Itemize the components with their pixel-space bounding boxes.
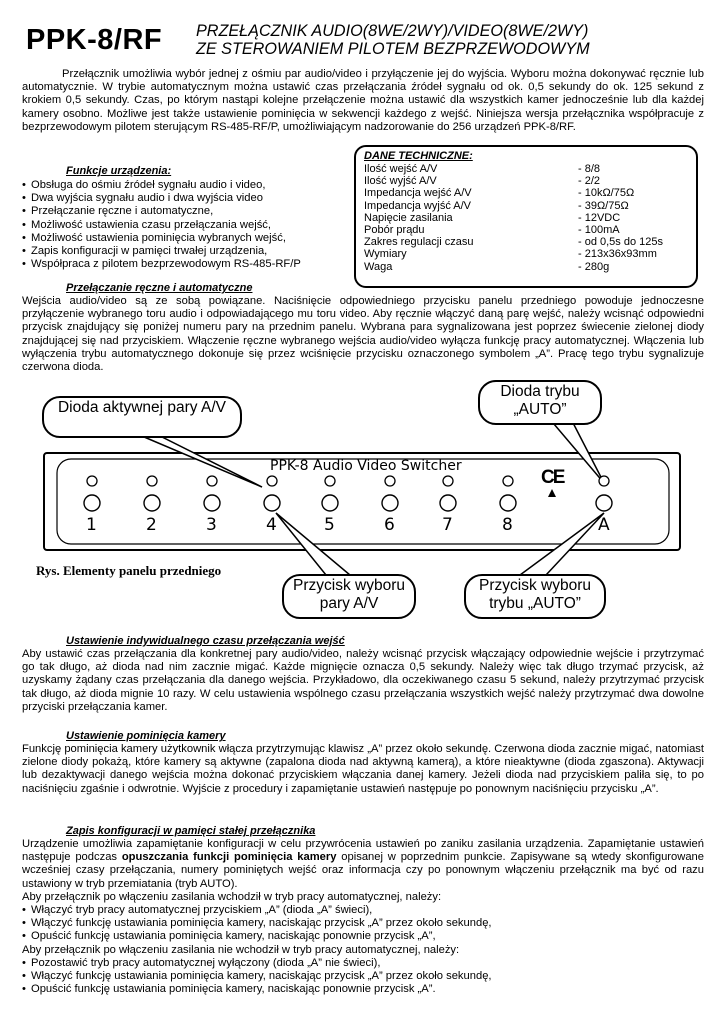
tech-value: - 8/8 bbox=[578, 163, 601, 175]
tech-label: Pobór prądu bbox=[364, 224, 425, 237]
pair-number-3: 3 bbox=[206, 515, 217, 535]
tech-row bbox=[364, 163, 663, 175]
tech-value: - 10kΩ/75Ω bbox=[578, 187, 635, 200]
tech-data-box bbox=[354, 145, 698, 288]
callout-pair-button bbox=[282, 574, 416, 619]
skip-camera-heading: Ustawienie pominięcia kamery bbox=[66, 730, 226, 742]
auto-steps-intro: Aby przełącznik po włączeniu zasilania wchodził w tryb pracy automatycznej, należy: bbox=[22, 891, 442, 903]
function-item: • Zapis konfiguracji w pamięci trwałej urządzenia, bbox=[22, 245, 301, 258]
save-config-paragraph bbox=[22, 838, 704, 891]
tech-label: Ilość wyjść A/V bbox=[364, 175, 437, 188]
tech-row bbox=[364, 200, 663, 212]
intro-paragraph: Przełącznik umożliwia wybór jednej z ośmiu par audio/video i przyłączenie jej do wyjścia. Wyboru można dokonywać ręcznie lub automatycznie. W trybie automatycznym można ustawić czas przełączania źródeł sygnału od ok. 0,5 sekundy do ok. 125 sekund z krokiem 0,5 sekundy. Czas, po którym nastąpi kolejne przełączenie można ustawić dla wszystkich kamer jednocześnie lub dla każdej kamery osobno. Możliwe jest także ustawienie pominięcia w sekwencji każdego z wejść. Niniejsza wersja przełącznika współpracuje z bezprzewodowym pilotem sterującym RS-485-RF/P, umożliwiającym nadzorowanie do 256 urządzeń PPK-8/RF. bbox=[22, 68, 704, 133]
pair-button-1 bbox=[84, 495, 100, 511]
tech-row bbox=[364, 175, 663, 187]
tech-data-table bbox=[364, 163, 663, 273]
step-item: • Włączyć funkcję ustawiania pominięcia kamery, naciskając przycisk „A” przez około sekundę, bbox=[22, 970, 492, 983]
callout-auto-button-line-2: trybu „AUTO” bbox=[489, 595, 581, 612]
tech-value: - 280g bbox=[578, 260, 610, 273]
tech-label: Zakres regulacji czasu bbox=[364, 236, 474, 249]
led-3 bbox=[207, 476, 217, 486]
tech-row bbox=[364, 248, 663, 260]
tech-label: Impedancja wyjść A/V bbox=[364, 199, 471, 212]
pair-button-4 bbox=[264, 495, 280, 511]
led-2 bbox=[147, 476, 157, 486]
step-item: • Włączyć tryb pracy automatycznej przyciskiem „A” (dioda „A” świeci), bbox=[22, 904, 492, 917]
tech-label: Waga bbox=[364, 260, 393, 273]
callout-pair-button-line-2: pary A/V bbox=[319, 595, 379, 612]
auto-steps-list bbox=[22, 904, 492, 944]
pair-number-7: 7 bbox=[442, 515, 453, 535]
function-item: • Możliwość ustawienia pominięcia wybranych wejść, bbox=[22, 232, 301, 245]
step-item: • Włączyć funkcję ustawiania pominięcia kamery, naciskając przycisk „A” przez około sekundę, bbox=[22, 917, 492, 930]
callout-auto-led bbox=[478, 380, 602, 425]
tech-data-heading: DANE TECHNICZNE: bbox=[364, 150, 473, 162]
led-6 bbox=[385, 476, 395, 486]
tech-value: - 213x36x93mm bbox=[578, 248, 657, 261]
led-5 bbox=[325, 476, 335, 486]
led-7 bbox=[443, 476, 453, 486]
function-item: • Współpraca z pilotem bezprzewodowym RS-485-RF/P bbox=[22, 258, 301, 271]
led-8 bbox=[503, 476, 513, 486]
subtitle bbox=[196, 22, 590, 58]
pair-number-6: 6 bbox=[384, 515, 395, 535]
individual-time-paragraph: Aby ustawić czas przełączania dla konkretnej pary audio/video, należy wcisnąć przycisk włączający odpowiednie wejście i przytrzymać go tak długo, aż dioda nad nim zacznie migać. Każde mignięcie oznacza 0,5 sekundy. Należy więc tak długo trzymać przycisk, aż uzyskamy żądany czas przełączania dla danego wejścia. Przykładowo, dla oczekiwanego czasu 5 sekund, należy przytrzymać przycisk tak długo, aż dioda mignie 10 razy. W celu ustawienia wspólnego czasu przełączania wszystkich wejść należy przytrzymać dwa dowolne przyciski przełączania kamer. bbox=[22, 648, 704, 713]
tech-value: - 100mA bbox=[578, 224, 620, 237]
function-item: • Przełączanie ręczne i automatyczne, bbox=[22, 205, 301, 218]
tech-row bbox=[364, 224, 663, 236]
pair-number-8: 8 bbox=[502, 515, 513, 535]
auto-button bbox=[596, 495, 612, 511]
step-item: • Opuścić funkcję ustawiania pominięcia kamery, naciskając ponownie przycisk „A”, bbox=[22, 930, 492, 943]
pair-button-7 bbox=[440, 495, 456, 511]
individual-time-heading: Ustawienie indywidualnego czasu przełączania wejść bbox=[66, 635, 345, 647]
callout-auto-led-line-2: „AUTO” bbox=[513, 401, 567, 418]
led-4 bbox=[267, 476, 277, 486]
tech-row bbox=[364, 212, 663, 224]
pair-button-5 bbox=[322, 495, 338, 511]
tech-label: Ilość wejść A/V bbox=[364, 163, 438, 175]
function-item: • Dwa wyjścia sygnału audio i dwa wyjścia video bbox=[22, 192, 301, 205]
callout-auto-led-line-1: Dioda trybu bbox=[500, 383, 580, 400]
pair-number-2: 2 bbox=[146, 515, 157, 535]
tech-value: - od 0,5s do 125s bbox=[578, 236, 664, 249]
manual-auto-heading: Przełączanie ręczne i automatyczne bbox=[66, 282, 253, 294]
callout-pair-button-line-1: Przycisk wyboru bbox=[293, 577, 405, 594]
subtitle-line-1: PRZEŁĄCZNIK AUDIO(8WE/2WY)/VIDEO(8WE/2WY) bbox=[196, 22, 589, 40]
tech-label: Napięcie zasilania bbox=[364, 211, 453, 224]
figure-caption: Rys. Elementy panelu przedniego bbox=[36, 563, 222, 578]
pair-number-4: 4 bbox=[266, 515, 277, 535]
tech-row bbox=[364, 187, 663, 199]
callout-auto-button-line-1: Przycisk wyboru bbox=[479, 577, 591, 594]
tech-label: Wymiary bbox=[364, 248, 407, 261]
callout-auto-button bbox=[464, 574, 606, 619]
led-auto bbox=[599, 476, 609, 486]
tech-label: Impedancja wejść A/V bbox=[364, 187, 472, 200]
pair-number-1: 1 bbox=[86, 515, 97, 535]
pair-number-5: 5 bbox=[324, 515, 335, 535]
callout-active-pair-led: Dioda aktywnej pary A/V bbox=[42, 396, 242, 438]
step-item: • Opuścić funkcję ustawiania pominięcia kamery, naciskając ponownie przycisk „A”. bbox=[22, 983, 492, 996]
save-config-text-1: Urządzenie umożliwia zapamiętanie konfiguracji w celu przywrócenia ustawień po zaniku zasilania urządzenia. Zapamiętanie ustawień następuje podczas bbox=[22, 838, 704, 864]
save-config-text-bold: opuszczania funkcji pominięcia kamery bbox=[121, 851, 337, 864]
manual-steps-list bbox=[22, 957, 492, 997]
step-item: • Pozostawić tryb pracy automatycznej wyłączony (dioda „A” nie świeci), bbox=[22, 957, 492, 970]
pair-button-6 bbox=[382, 495, 398, 511]
functions-heading: Funkcje urządzenia: bbox=[66, 165, 172, 177]
tech-row bbox=[364, 261, 663, 273]
subtitle-line-2: ZE STEROWANIEM PILOTEM BEZPRZEWODOWYM bbox=[196, 40, 590, 58]
led-1 bbox=[87, 476, 97, 486]
tech-row bbox=[364, 236, 663, 248]
tech-value: - 2/2 bbox=[578, 175, 601, 188]
pair-button-8 bbox=[500, 495, 516, 511]
auto-label: A bbox=[598, 515, 610, 535]
tech-value: - 39Ω/75Ω bbox=[578, 199, 629, 212]
function-item: • Obsługa do ośmiu źródeł sygnału audio i video, bbox=[22, 179, 301, 192]
pair-button-2 bbox=[144, 495, 160, 511]
ce-mark: CE bbox=[541, 467, 564, 488]
panel-title: PPK-8 Audio Video Switcher bbox=[270, 458, 462, 474]
skip-camera-paragraph: Funkcję pominięcia kamery użytkownik włącza przytrzymując klawisz „A” przez około sekundę. Czerwona dioda zacznie migać, natomiast zielone diody pokażą, które kamery są aktywne (zapalona dioda nad aktywną kamerą), a które nieaktywne (dioda zgaszona). Aktywacji lub dezaktywacji danego wejścia można dokonać przyciskiem włączania danej kamery. Jeżeli dioda nad przyciskiem paliła się, to po naciśnięciu zgaśnie i odwrotnie. Wyjście z procedury i zapamiętanie ustawień następuje po ponownym naciśnięciu przycisku „A”. bbox=[22, 743, 704, 795]
functions-list bbox=[22, 179, 301, 271]
save-config-text-2: opisanej w poprzednim punkcie. Zapisywane są wtedy skonfigurowane wcześniej czasy przełączania, numery pominiętych wejść oraz informacja czy po ponownym włączeniu przełącznik ma być od razu ustawiony w tryb przemiatania (tryb AUTO). bbox=[22, 851, 705, 890]
function-item: • Możliwość ustawienia czasu przełączania wejść, bbox=[22, 219, 301, 232]
manual-steps-intro: Aby przełącznik po włączeniu zasilania nie wchodził w tryb pracy automatycznej, należy: bbox=[22, 944, 460, 956]
save-config-heading: Zapis konfiguracji w pamięci stałej przełącznika bbox=[66, 825, 316, 837]
model-title: PPK-8/RF bbox=[26, 24, 163, 56]
pair-button-3 bbox=[204, 495, 220, 511]
tech-value: - 12VDC bbox=[578, 211, 621, 224]
manual-auto-paragraph: Wejścia audio/video są ze sobą powiązane. Naciśnięcie odpowiedniego przycisku panelu przedniego powoduje jednoczesne przyłączenie wybranego toru audio i odpowiadającego mu toru video. Aby ręcznie włączyć daną parę wejść, należy wcisnąć odpowiedni przycisk znajdujący się poniżej numeru pary na przednim panelu. Wybrana para sygnalizowana jest poprzez świecenie zielonej diody znajdującej się nad przyciskiem. Włączenie ręczne wybranego wejścia audio/video wyłącza funkcję pracy automatycznej. Włączenia lub wyłączenia trybu automatycznego dokonuje się przez wciśnięcie przycisku oznaczonego symbolem „A”. Pracę tego trybu sygnalizuje czerwona dioda. bbox=[22, 295, 704, 374]
